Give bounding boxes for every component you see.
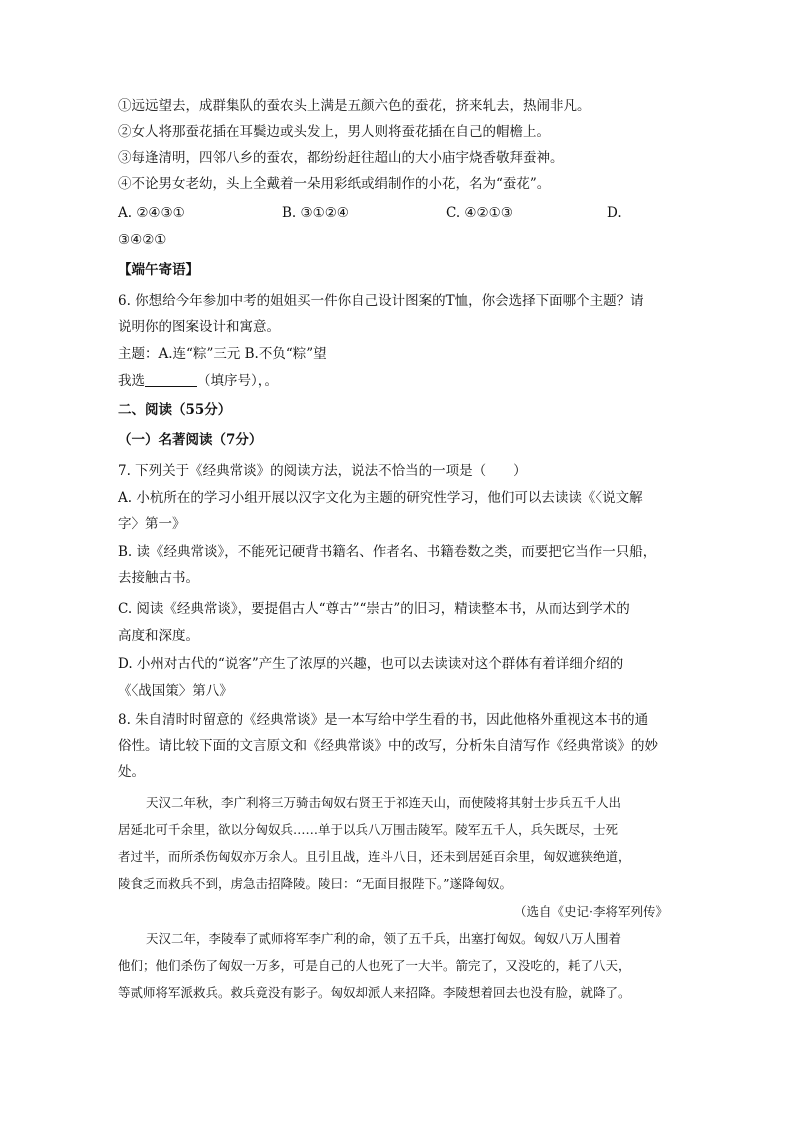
question-8-text: 处。: [118, 764, 145, 780]
question-8-text: 8. 朱自清时时留意的《经典常谈》是一本写给中学生看的书，因此他格外重视这本书的通: [118, 712, 649, 728]
question-8-text: 俗性。请比较下面的文言原文和《经典常谈》中的改写，分析朱自清写作《经典常谈》的妙: [118, 738, 658, 754]
option-a: A. ②④③①: [118, 205, 185, 221]
option-d: D.: [607, 205, 622, 221]
question-7-option: 高度和深度。: [118, 628, 199, 644]
question-7-option: D. 小州对古代的“说客”产生了浓厚的兴趣，也可以去读读对这个群体有着详细介绍的: [118, 656, 624, 672]
modern-text-line: 等贰师将军派救兵。救兵竟没有影子。匈奴却派人来招降。李陵想着回去也没有脸，就降了。: [118, 985, 631, 1000]
subsection-heading: （一）名著阅读（7分）: [118, 432, 263, 448]
modern-text-line: 他们；他们杀伤了匈奴一万多，可是自己的人也死了一大半。箭完了，又没吃的，耗了八天，: [118, 958, 631, 973]
question-7-option: A. 小杭所在的学习小组开展以汉字文化为主题的研究性学习，他们可以去读读《〈说文解: [118, 490, 643, 506]
option-b: B. ③①②④: [282, 205, 349, 221]
classical-text-line: 陵食乏而救兵不到，虏急击招降陵。陵曰：“无面目报陛下。”遂降匈奴。: [118, 876, 513, 891]
list-item: ②女人将那蚕花插在耳鬓边或头发上，男人则将蚕花插在自己的帽檐上。: [118, 124, 550, 140]
question-6-text: 6. 你想给今年参加中考的姐姐买一件你自己设计图案的T恤，你会选择下面哪个主题？请: [118, 293, 644, 309]
classical-text-line: 天汉二年秋，李广利将三万骑击匈奴右贤王于祁连天山，而使陵将其射士步兵五千人出: [146, 795, 622, 810]
question-7-option: C. 阅读《经典常谈》，要提倡古人“尊古”“崇古”的旧习，精读整本书，从而达到学术的: [118, 601, 630, 617]
source-citation: （选自《史记·李将军列传》: [514, 904, 668, 919]
list-item: ④不论男女老幼，头上全戴着一朵用彩纸或绢制作的小花，名为“蚕花”。: [118, 176, 551, 192]
classical-text-line: 居延北可千余里，欲以分匈奴兵……单于以兵八万围击陵军。陵军五千人，兵矢既尽，士死: [118, 822, 619, 837]
option-d-continuation: ③④②①: [118, 232, 167, 248]
list-item: ①远远望去，成群集队的蚕农头上满是五颜六色的蚕花，挤来轧去，热闹非凡。: [118, 98, 591, 114]
question-6-text: 说明你的图案设计和寓意。: [118, 319, 280, 335]
section-heading: 【端午寄语】: [118, 262, 199, 278]
question-6-answer: [118, 371, 278, 391]
question-7-option: 去接触古书。: [118, 570, 199, 586]
option-c: C. ④②①③: [446, 205, 513, 221]
question-6-themes: 主题：A.连“粽”三元 B.不负“粽”望: [118, 346, 327, 362]
question-7-option: B. 读《经典常谈》，不能死记硬背书籍名、作者名、书籍卷数之类，而要把它当作一只船，: [118, 544, 657, 560]
answer-prefix: 我选: [118, 373, 145, 389]
question-7-option: 《〈战国策〉第八》: [118, 683, 233, 699]
question-7-option: 字〉第一》: [118, 516, 186, 532]
section-heading: 二、阅读（55分）: [118, 402, 232, 418]
answer-suffix: （填序号），。: [197, 373, 278, 389]
list-item: ③每逢清明，四邻八乡的蚕农，都纷纷赶往超山的大小庙宇烧香敬拜蚕神。: [118, 150, 564, 166]
question-7-stem: 7. 下列关于《经典常谈》的阅读方法，说法不恰当的一项是（ ）: [118, 463, 527, 479]
modern-text-line: 天汉二年，李陵奉了贰师将军李广利的命，领了五千兵，出塞打匈奴。匈奴八万人围着: [146, 931, 622, 946]
answer-blank[interactable]: [145, 372, 197, 387]
classical-text-line: 者过半，而所杀伤匈奴亦万余人。且引且战，连斗八日，还未到居延百余里，匈奴遮狭绝道，: [118, 849, 631, 864]
